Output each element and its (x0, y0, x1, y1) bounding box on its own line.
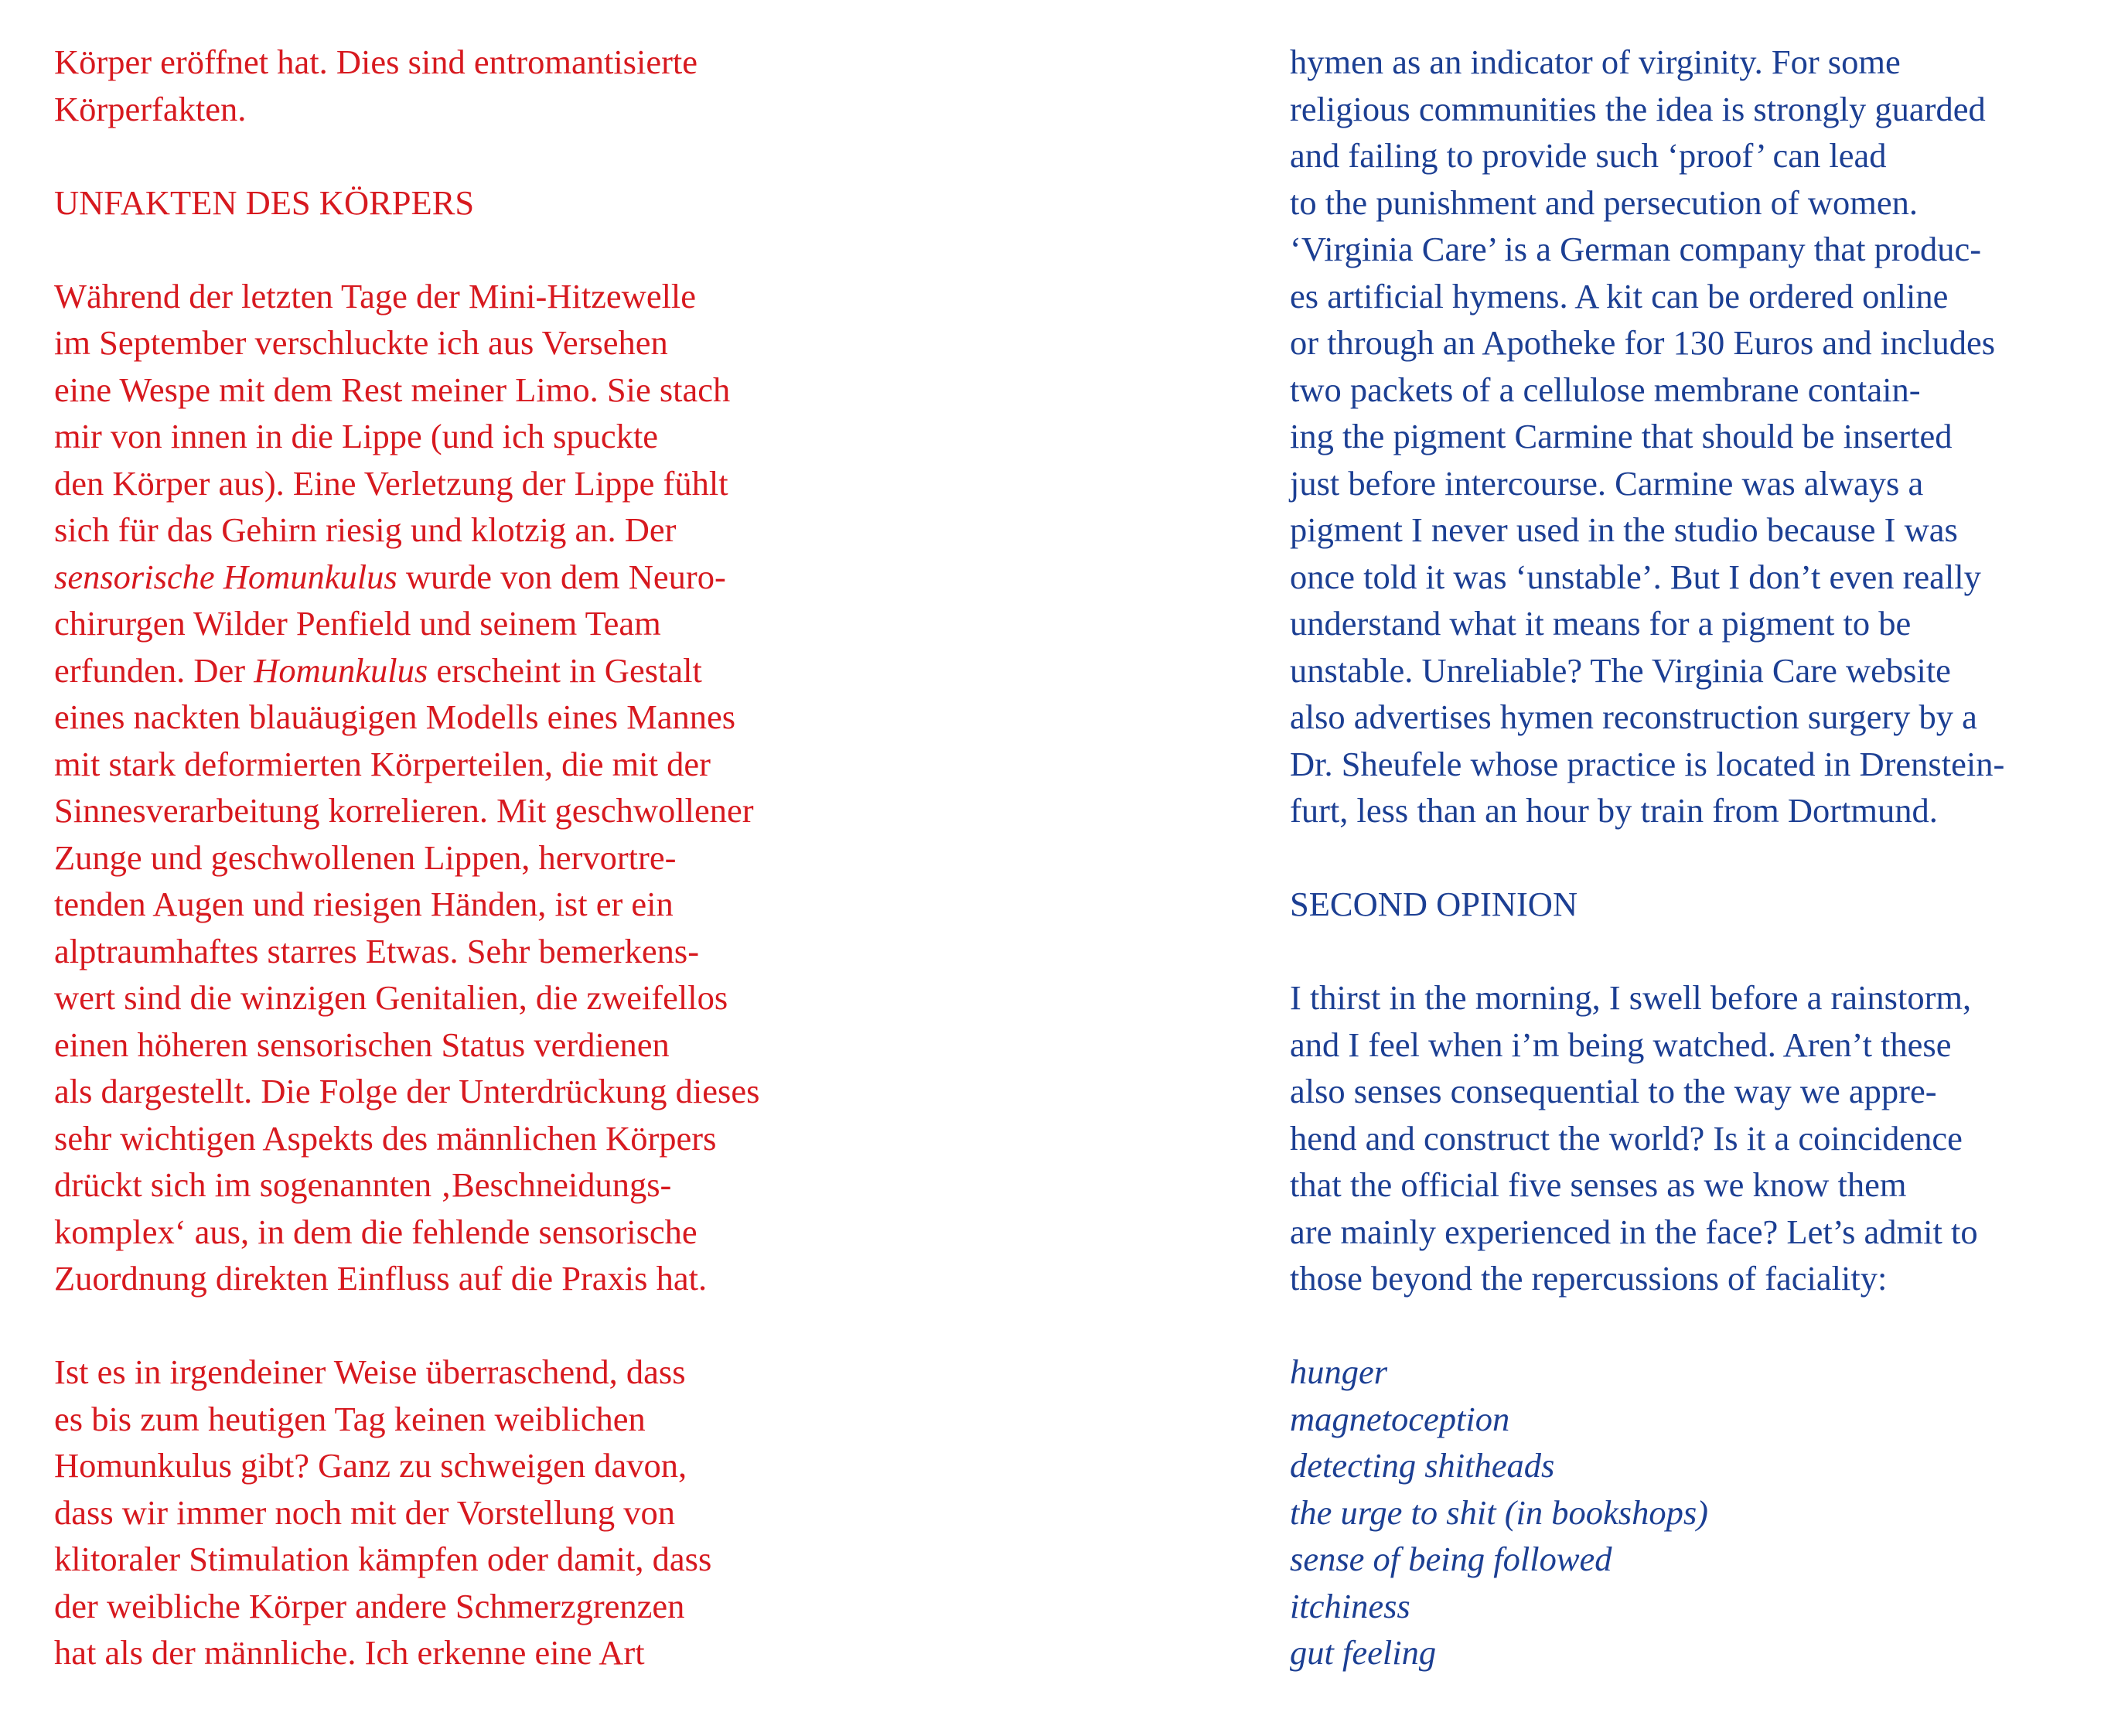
list-item: the urge to shit (in bookshops) (1290, 1492, 1708, 1532)
text-line: sich für das Gehirn riesig und klotzig an. Der (54, 510, 677, 549)
text-line: and I feel when i’m being watched. Aren’t these (1290, 1025, 1952, 1064)
text-fragment: erscheint in Gestalt (428, 650, 702, 690)
text-line: are mainly experienced in the face? Let’s admit to (1290, 1212, 1978, 1251)
text-line: alptraumhaftes starres Etwas. Sehr bemerkens- (54, 931, 700, 970)
paragraph-hymen (1290, 39, 2086, 834)
text-line: als dargestellt. Die Folge der Unterdrückung dieses (54, 1072, 760, 1110)
list-item: gut feeling (1290, 1633, 1437, 1672)
text-line: im September verschluckte ich aus Versehen (54, 323, 668, 362)
text-line: Homunkulus gibt? Ganz zu schweigen davon, (54, 1446, 687, 1485)
text-line: einen höheren sensorischen Status verdienen (54, 1025, 670, 1064)
emphasis-term: sensorische Homunkulus (54, 557, 397, 596)
right-column (1290, 39, 2086, 1676)
paragraph-spacer (1290, 928, 2086, 975)
list-item: sense of being followed (1290, 1540, 1612, 1578)
text-line: Während der letzten Tage der Mini-Hitzewelle (54, 276, 697, 315)
text-line: pigment I never used in the studio because I was (1290, 510, 1958, 549)
text-line (54, 647, 858, 694)
text-line: drückt sich im sogenannten ‚Beschneidungs- (54, 1165, 672, 1204)
text-fragment: wurde von dem Neuro- (397, 557, 726, 596)
text-line: den Körper aus). Eine Verletzung der Lippe fühlt (54, 463, 728, 503)
text-line: sehr wichtigen Aspekts des männlichen Körpers (54, 1118, 717, 1158)
text-line: and failing to provide such ‘proof’ can lead (1290, 136, 1887, 175)
text-line: mir von innen in die Lippe (und ich spuckte (54, 417, 659, 455)
paragraph-spacer (54, 132, 858, 179)
text-line: just before intercourse. Carmine was always a (1290, 463, 1924, 503)
list-item: hunger (1290, 1352, 1388, 1391)
text-fragment: erfunden. Der (54, 650, 254, 690)
text-line: I thirst in the morning, I swell before a rainstorm, (1290, 978, 1972, 1017)
text-line: Zuordnung direkten Einfluss auf die Praxis hat. (54, 1259, 708, 1298)
text-line: understand what it means for a pigment to be (1290, 604, 1912, 643)
text-line: Zunge und geschwollenen Lippen, hervortre- (54, 837, 677, 877)
text-line: dass wir immer noch mit der Vorstellung von (54, 1492, 675, 1532)
text-line: Sinnesverarbeitung korrelieren. Mit geschwollener (54, 791, 754, 830)
text-line: komplex‘ aus, in dem die fehlende sensorische (54, 1212, 697, 1251)
paragraph-spacer (1290, 1302, 2086, 1349)
paragraph-wespe (54, 273, 858, 1302)
text-line: or through an Apotheke for 130 Euros and includes (1290, 323, 1996, 362)
text-line (54, 554, 858, 601)
text-line: also advertises hymen reconstruction surgery by a (1290, 697, 1977, 736)
left-column (54, 39, 858, 1676)
emphasis-term: Homunkulus (254, 650, 428, 690)
section-heading-second-opinion: SECOND OPINION (1290, 885, 1578, 923)
text-line: those beyond the repercussions of faciality: (1290, 1259, 1888, 1298)
text-line: unstable. Unreliable? The Virginia Care website (1290, 650, 1951, 690)
list-item: magnetoception (1290, 1399, 1510, 1438)
paragraph-homunkulus (54, 1349, 858, 1676)
text-line: mit stark deformierten Körperteilen, die mit der (54, 744, 711, 783)
text-line: Körperfakten. (54, 89, 247, 128)
text-line: two packets of a cellulose membrane contain- (1290, 370, 1921, 409)
text-line: religious communities the idea is strongly guarded (1290, 89, 1986, 128)
text-line: hymen as an indicator of virginity. For some (1290, 43, 1901, 81)
text-line: eines nackten blauäugigen Modells eines Mannes (54, 697, 736, 736)
text-line: ‘Virginia Care’ is a German company that produc- (1290, 230, 1982, 268)
text-line: der weibliche Körper andere Schmerzgrenzen (54, 1586, 685, 1625)
text-line: es bis zum heutigen Tag keinen weiblichen (54, 1399, 646, 1438)
text-line: eine Wespe mit dem Rest meiner Limo. Sie stach (54, 370, 731, 409)
text-line: chirurgen Wilder Penfield und seinem Team (54, 604, 661, 643)
text-line: tenden Augen und riesigen Händen, ist er ein (54, 885, 674, 923)
list-item: detecting shitheads (1290, 1446, 1555, 1485)
text-line: ing the pigment Carmine that should be inserted (1290, 417, 1953, 455)
paragraph-senses-intro (1290, 974, 2086, 1302)
paragraph-spacer (54, 1302, 858, 1349)
text-line: that the official five senses as we know them (1290, 1165, 1907, 1204)
text-line: also senses consequential to the way we appre- (1290, 1072, 1937, 1110)
paragraph-spacer (54, 226, 858, 273)
text-line: Ist es in irgendeiner Weise überraschend, dass (54, 1352, 686, 1391)
text-line: to the punishment and persecution of women. (1290, 182, 1918, 222)
section-heading-unfakten: UNFAKTEN DES KÖRPERS (54, 182, 475, 222)
paragraph-spacer (1290, 834, 2086, 882)
text-line: klitoraler Stimulation kämpfen oder damit, dass (54, 1540, 712, 1578)
text-line: Körper eröffnet hat. Dies sind entromantisierte (54, 43, 698, 81)
list-item: itchiness (1290, 1586, 1410, 1625)
text-line: wert sind die winzigen Genitalien, die zweifellos (54, 978, 728, 1017)
text-line: furt, less than an hour by train from Dortmund. (1290, 791, 1938, 830)
text-line: es artificial hymens. A kit can be ordered online (1290, 276, 1949, 315)
text-line: hend and construct the world? Is it a coincidence (1290, 1118, 1963, 1158)
text-line: hat als der männliche. Ich erkenne eine Art (54, 1633, 645, 1672)
text-line: Dr. Sheufele whose practice is located in Drenstein- (1290, 744, 2005, 783)
senses-list (1290, 1349, 2086, 1676)
text-line: once told it was ‘unstable’. But I don’t even really (1290, 557, 1981, 596)
